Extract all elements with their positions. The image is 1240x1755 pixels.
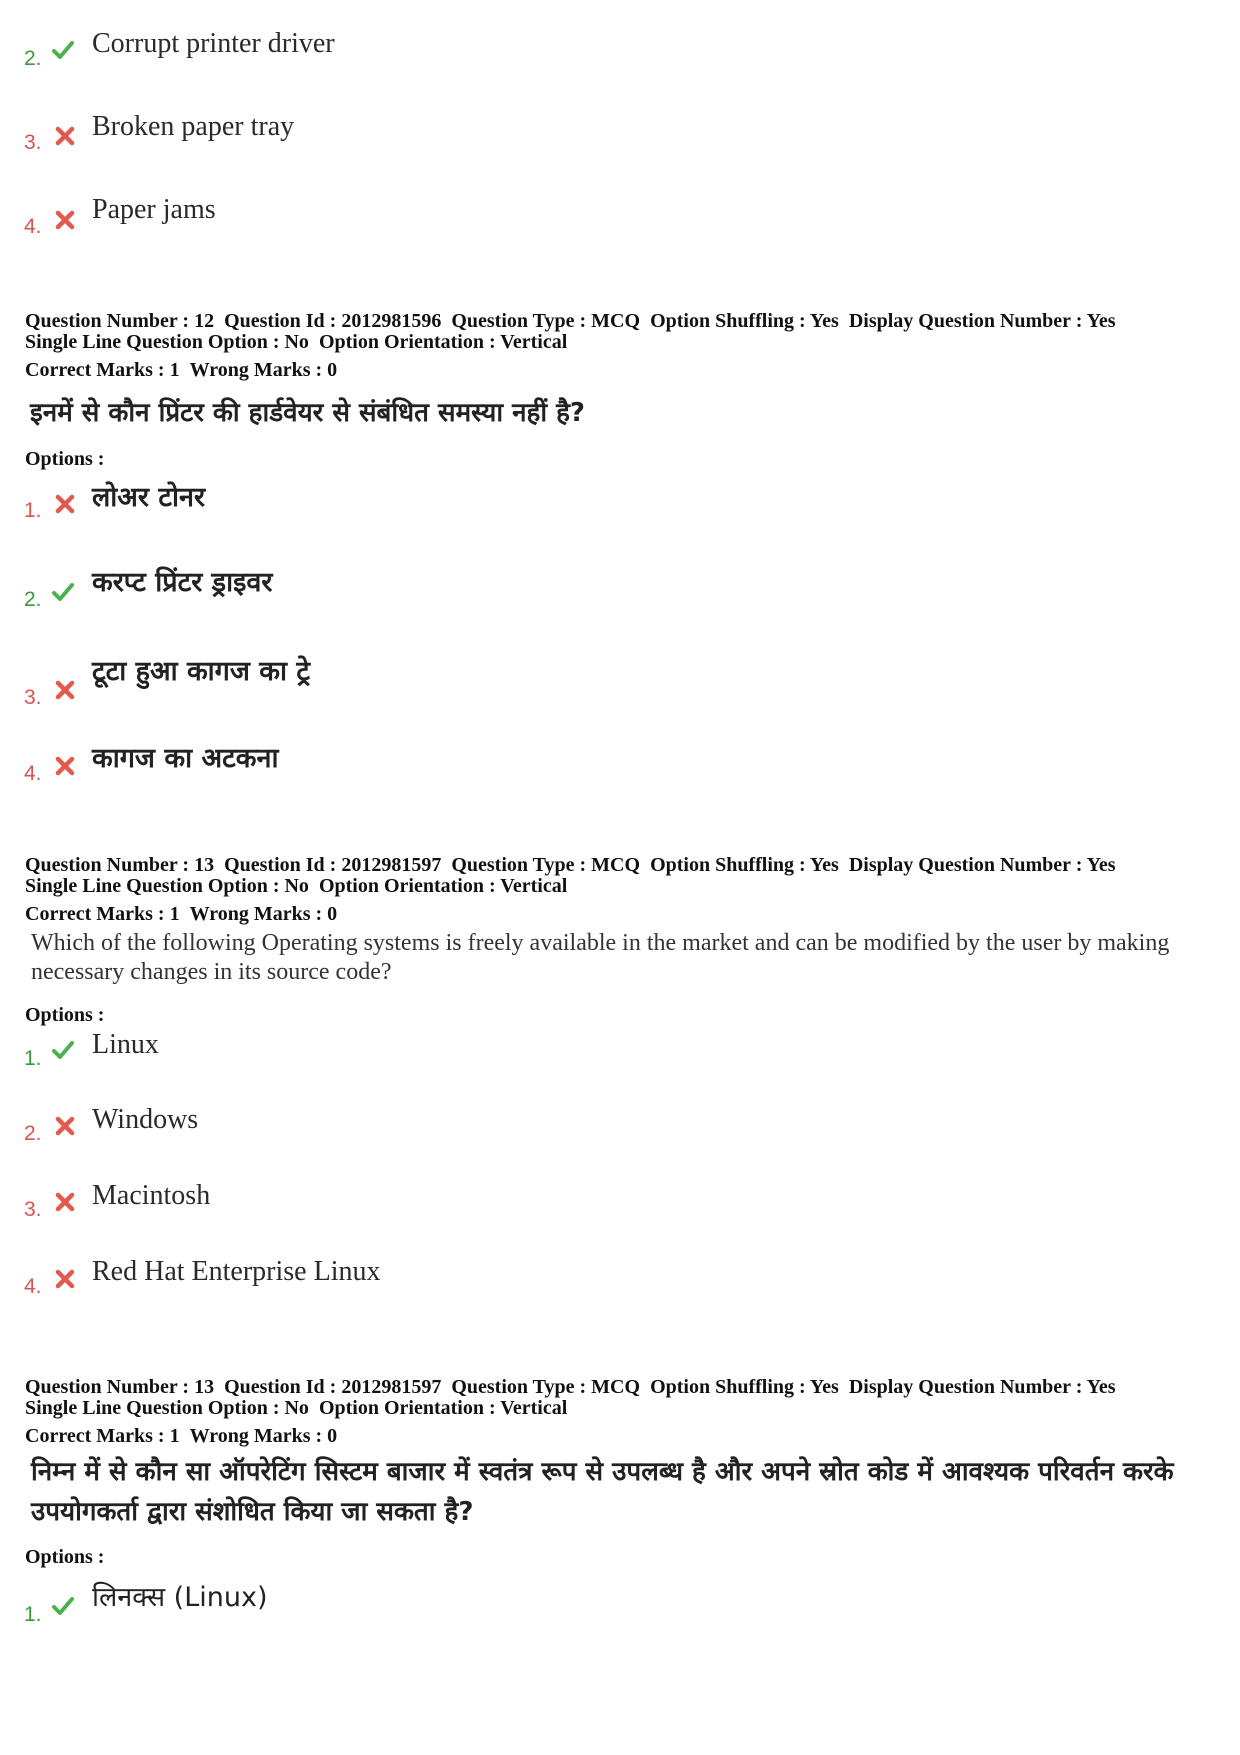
question-meta-line (25, 311, 1126, 331)
question-id: Question Id : 2012981596 (224, 310, 442, 332)
wrong-marks: Wrong Marks : 0 (189, 903, 338, 925)
option-shuffling: Option Shuffling : Yes (650, 854, 839, 876)
option-number: 4. (24, 762, 42, 785)
option-number: 2. (24, 47, 42, 70)
check-icon (51, 1594, 75, 1618)
options-label: Options : (25, 1004, 105, 1026)
question-type: Question Type : MCQ (451, 310, 641, 332)
cross-icon (53, 678, 77, 702)
cross-icon (53, 1114, 77, 1138)
option-text: Linux (92, 1029, 159, 1060)
question-marks-line (25, 360, 347, 380)
option-number: 3. (24, 1198, 42, 1221)
question-number: Question Number : 12 (25, 310, 215, 332)
question-meta-line (25, 876, 577, 896)
question-type: Question Type : MCQ (451, 854, 641, 876)
single-line-option: Single Line Question Option : No (25, 875, 309, 897)
option-text: Broken paper tray (92, 111, 295, 142)
question-text: Which of the following Operating systems is freely available in the market and can be modified by the user by making necessary changes in its source code? (31, 930, 1170, 985)
question-type: Question Type : MCQ (451, 1376, 641, 1398)
cross-icon (53, 208, 77, 232)
option-number: 3. (24, 686, 42, 709)
check-icon (51, 1038, 75, 1062)
question-number: Question Number : 13 (25, 854, 215, 876)
question-marks-line (25, 904, 347, 924)
option-text: Corrupt printer driver (92, 28, 335, 59)
option-number: 1. (24, 1047, 42, 1070)
option-text: कागज का अटकना (92, 743, 279, 774)
option-number: 1. (24, 499, 42, 522)
option-text: टूटा हुआ कागज का ट्रे (92, 656, 311, 687)
display-question-number: Display Question Number : Yes (848, 310, 1116, 332)
option-text: Macintosh (92, 1180, 211, 1211)
correct-marks: Correct Marks : 1 (25, 359, 180, 381)
option-text: लिनक्स (Linux) (92, 1582, 268, 1613)
question-meta-line (25, 1377, 1126, 1397)
question-id: Question Id : 2012981597 (224, 854, 442, 876)
question-number: Question Number : 13 (25, 1376, 215, 1398)
option-number: 2. (24, 588, 42, 611)
option-number: 3. (24, 131, 42, 154)
question-marks-line (25, 1426, 347, 1446)
question-meta-line (25, 855, 1126, 875)
option-orientation: Option Orientation : Vertical (318, 1397, 568, 1419)
check-icon (51, 38, 75, 62)
option-orientation: Option Orientation : Vertical (318, 331, 568, 353)
option-number: 4. (24, 1275, 42, 1298)
options-label: Options : (25, 448, 105, 470)
question-text: इनमें से कौन प्रिंटर की हार्डवेयर से संबंधित समस्या नहीं है? (30, 398, 586, 428)
correct-marks: Correct Marks : 1 (25, 903, 180, 925)
option-text: Windows (92, 1104, 199, 1135)
option-number: 4. (24, 215, 42, 238)
cross-icon (53, 1267, 77, 1291)
cross-icon (53, 1190, 77, 1214)
option-shuffling: Option Shuffling : Yes (650, 1376, 839, 1398)
question-meta-line (25, 1398, 577, 1418)
option-number: 1. (24, 1603, 42, 1626)
options-label: Options : (25, 1546, 105, 1568)
correct-marks: Correct Marks : 1 (25, 1425, 180, 1447)
single-line-option: Single Line Question Option : No (25, 1397, 309, 1419)
option-text: लोअर टोनर (92, 482, 205, 513)
cross-icon (53, 492, 77, 516)
display-question-number: Display Question Number : Yes (848, 854, 1116, 876)
single-line-option: Single Line Question Option : No (25, 331, 309, 353)
question-id: Question Id : 2012981597 (224, 1376, 442, 1398)
cross-icon (53, 754, 77, 778)
wrong-marks: Wrong Marks : 0 (189, 359, 338, 381)
option-shuffling: Option Shuffling : Yes (650, 310, 839, 332)
display-question-number: Display Question Number : Yes (848, 1376, 1116, 1398)
question-text: निम्न में से कौन सा ऑपरेटिंग सिस्टम बाजार में स्वतंत्र रूप से उपलब्ध है और अपने स्रोत कोड में आवश्यक परिवर्तन करके उपयोगकर्ता द्वारा संशोधित किया जा सकता है? (31, 1457, 1174, 1527)
option-text: Red Hat Enterprise Linux (92, 1256, 381, 1287)
option-number: 2. (24, 1122, 42, 1145)
option-orientation: Option Orientation : Vertical (318, 875, 568, 897)
question-meta-line (25, 332, 577, 352)
option-text: Paper jams (92, 194, 216, 225)
cross-icon (53, 124, 77, 148)
option-text: करप्ट प्रिंटर ड्राइवर (92, 567, 273, 598)
check-icon (51, 580, 75, 604)
wrong-marks: Wrong Marks : 0 (189, 1425, 338, 1447)
